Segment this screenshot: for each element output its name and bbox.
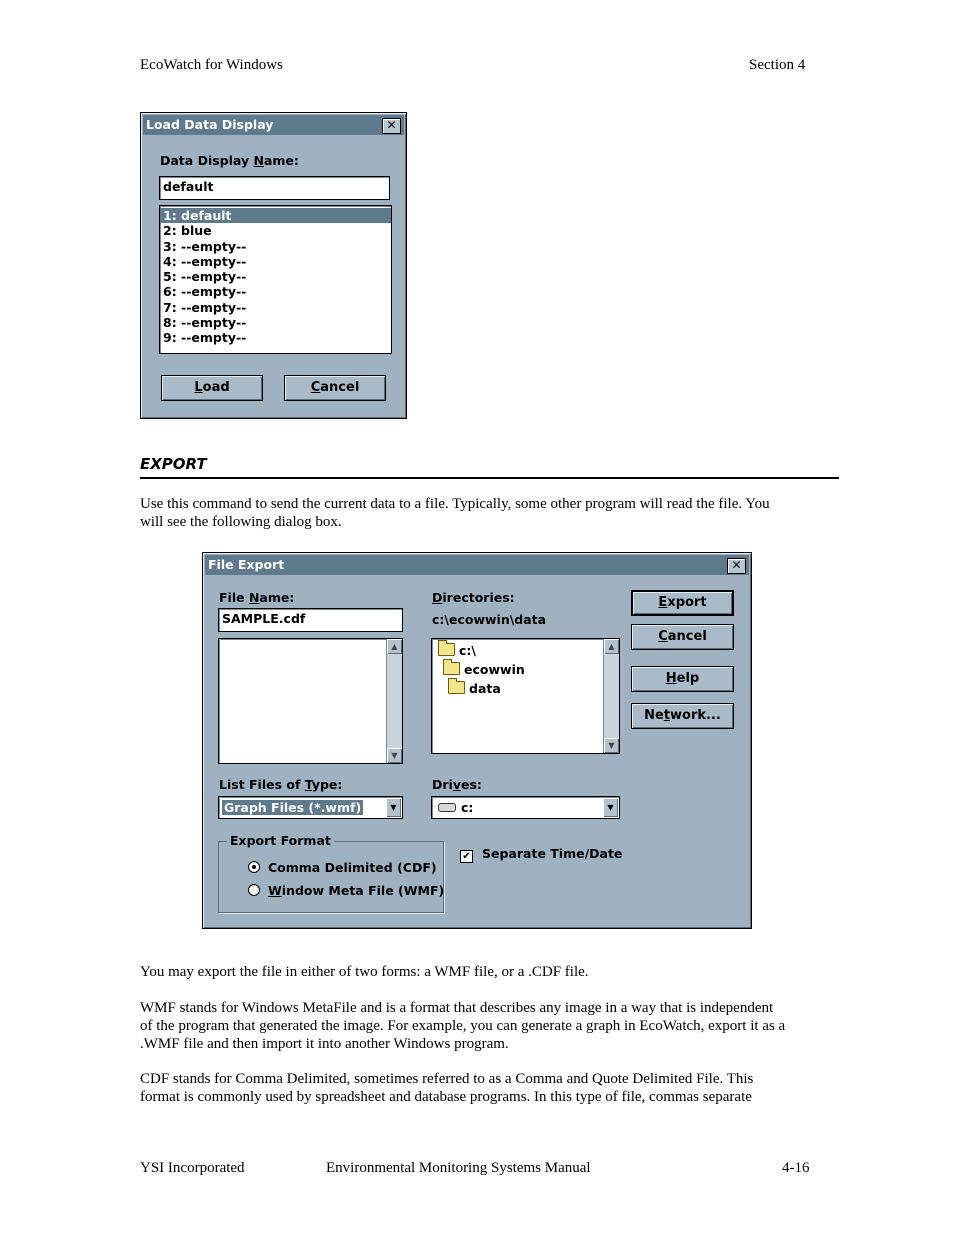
load-button[interactable] [161,375,263,401]
paragraph-2-line-2: of the program that generated the image. For example, you can generate a graph in EcoWatch, export it as a [140,1018,786,1034]
heading-rule [140,477,839,479]
label-part: ype: [311,777,343,792]
current-directory: c:\ecowwin\data [432,612,547,627]
radio-wmf[interactable] [248,883,444,898]
radio-icon[interactable] [248,884,260,896]
btn-accel: t [663,708,671,723]
list-item[interactable]: 7: --empty-- [163,299,247,315]
label-part: List Files of [219,777,305,792]
separate-time-date-checkbox[interactable] [460,846,622,863]
paragraph-2-line-3: .WMF file and then import it into another Windows program. [140,1036,509,1052]
label-part: irectories: [442,590,515,605]
drive-select[interactable] [431,796,620,819]
label-part: Data Display [160,153,254,168]
intro-line-2: will see the following dialog box. [140,514,342,530]
export-dialog-title: File Export [208,557,285,572]
checkmark-icon[interactable]: ✔ [460,850,473,863]
label-accel: T [304,777,312,792]
export-format-group [218,841,444,913]
directory-item[interactable] [432,660,619,679]
intro-line-1: Use this command to send the current data to a file. Typically, some other program will read the file. You [140,496,770,512]
label-accel: v [452,777,461,792]
label-part: es: [460,777,482,792]
list-item[interactable]: 3: --empty-- [163,238,247,254]
label-part: File [219,590,249,605]
list-item[interactable]: 4: --empty-- [163,253,247,269]
btn-accel: C [658,629,668,644]
radio-cdf-label: Comma Delimited (CDF) [268,860,437,875]
list-item[interactable]: 8: --empty-- [163,315,247,331]
label-accel: N [248,590,260,605]
label-part: ame: [263,153,299,168]
radio-wmf-label: indow Meta File (WMF) [281,883,445,898]
list-item[interactable]: 2: blue [163,223,212,239]
network-button[interactable] [631,703,734,729]
btn-label: ancel [320,380,360,395]
file-list-scrollbar[interactable] [386,639,402,763]
btn-label: ancel [667,629,707,644]
label-accel: D [432,590,443,605]
help-button[interactable] [631,666,734,692]
btn-accel: L [194,380,203,395]
data-display-name-input[interactable]: default [159,176,390,200]
directory-item[interactable] [432,641,619,660]
scroll-down-icon[interactable]: ▼ [387,748,402,763]
close-icon[interactable]: ✕ [727,558,746,574]
scroll-up-icon[interactable]: ▲ [387,639,402,654]
file-type-select[interactable] [218,796,403,819]
header-section: Section 4 [749,57,806,73]
directory-item[interactable] [432,679,619,698]
label-part: ame: [259,590,295,605]
cancel-button[interactable] [284,375,386,401]
directory-item-label: ecowwin [464,662,525,677]
export-format-label: Export Format [227,833,334,848]
btn-label: oad [202,380,230,395]
btn-label: Ne [644,708,664,723]
cancel-button[interactable] [631,624,734,650]
data-display-name-label [160,153,299,168]
drives-label [432,777,482,792]
paragraph-3-line-2: format is commonly used by spreadsheet and database programs. In this type of file, commas separate [140,1089,752,1105]
btn-accel: H [665,671,677,686]
load-dialog-title: Load Data Display [146,117,274,132]
paragraph-2-line-1: WMF stands for Windows MetaFile and is a format that describes any image in a way that is independent [140,1000,774,1016]
scroll-up-icon[interactable]: ▲ [604,639,619,654]
btn-accel: E [658,595,668,610]
file-name-label [219,590,294,605]
file-list[interactable] [218,638,403,764]
close-icon[interactable]: ✕ [382,118,401,134]
load-data-display-dialog [140,112,407,419]
directory-list[interactable] [431,638,620,754]
radio-accel: W [268,883,282,898]
drive-icon [438,803,456,812]
separate-time-date-label: Separate Time/Date [482,846,623,861]
file-name-input[interactable]: SAMPLE.cdf [218,608,403,632]
btn-accel: C [310,380,321,395]
radio-selected-icon[interactable] [248,861,260,873]
data-display-list[interactable] [159,205,392,354]
list-item[interactable]: 1: default [160,208,391,223]
btn-label: work... [670,708,721,723]
footer-company: YSI Incorporated [140,1160,245,1176]
drive-value: c: [461,800,474,815]
label-accel: N [253,153,264,168]
folder-open-icon [448,681,465,694]
btn-label: xport [667,595,707,610]
folder-open-icon [443,662,460,675]
export-dialog-titlebar [205,555,749,575]
folder-open-icon [438,643,455,656]
label-part: Dri [432,777,453,792]
directories-label [432,590,515,605]
list-item[interactable]: 9: --empty-- [163,330,247,346]
header-title: EcoWatch for Windows [140,57,283,73]
radio-cdf[interactable] [248,860,437,875]
paragraph-1: You may export the file in either of two forms: a WMF file, or a .CDF file. [140,964,589,980]
paragraph-3-line-1: CDF stands for Comma Delimited, sometimes referred to as a Comma and Quote Delimited File. This [140,1071,754,1087]
directory-item-label: c:\ [459,643,476,658]
footer-page-number: 4-16 [782,1160,810,1176]
directory-item-label: data [469,681,501,696]
load-dialog-titlebar [143,115,404,135]
scroll-down-icon[interactable]: ▼ [604,738,619,753]
footer-manual-title: Environmental Monitoring Systems Manual [326,1160,591,1176]
section-heading: EXPORT [140,455,207,473]
list-files-type-label [219,777,342,792]
chevron-down-icon[interactable]: ▼ [603,798,618,817]
directory-list-scrollbar[interactable] [603,639,619,753]
file-type-value: Graph Files (*.wmf) [224,800,362,815]
list-item[interactable]: 6: --empty-- [163,284,247,300]
btn-label: elp [676,671,700,686]
list-item[interactable]: 5: --empty-- [163,269,247,285]
export-button[interactable] [631,590,734,616]
file-export-dialog [202,552,752,929]
chevron-down-icon[interactable]: ▼ [386,798,401,817]
